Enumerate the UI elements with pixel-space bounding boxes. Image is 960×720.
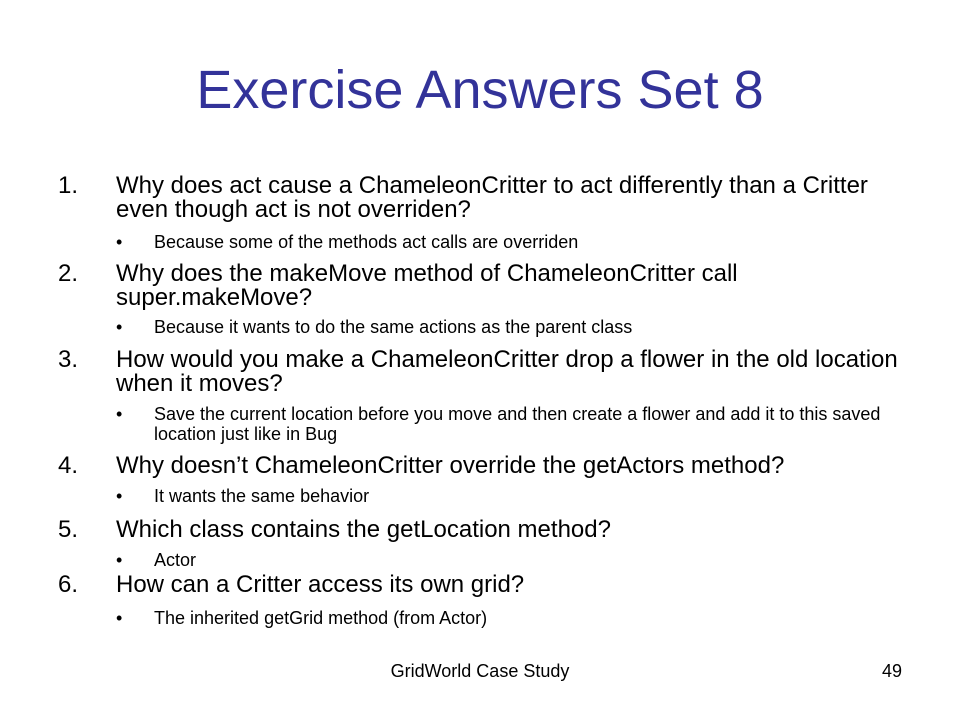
question-number: 2. xyxy=(58,260,79,287)
bullet-icon: • xyxy=(116,232,123,252)
page-number: 49 xyxy=(881,661,902,681)
answer-2 xyxy=(116,317,886,337)
answer-text: The inherited getGrid method (from Actor) xyxy=(154,608,488,628)
question-text: How would you make a ChameleonCritter drop a flower in the old location when it moves? xyxy=(116,346,898,397)
question-number: 5. xyxy=(58,516,79,543)
answer-text: Because it wants to do the same actions as the parent class xyxy=(154,317,633,337)
question-1 xyxy=(58,174,908,222)
bullet-icon: • xyxy=(116,550,123,570)
answer-5 xyxy=(116,550,886,570)
answer-1 xyxy=(116,232,886,252)
question-text: Why doesn’t ChameleonCritter override the getActors method? xyxy=(116,452,785,479)
answer-6 xyxy=(116,608,886,628)
question-3 xyxy=(58,348,908,396)
question-number: 6. xyxy=(58,571,79,598)
answer-text: Save the current location before you move and then create a flower and add it to this saved location just like in Bug xyxy=(154,404,881,444)
answer-text: Because some of the methods act calls are overriden xyxy=(154,232,579,252)
question-number: 3. xyxy=(58,346,79,373)
bullet-icon: • xyxy=(116,608,123,628)
slide-title: Exercise Answers Set 8 xyxy=(196,60,764,120)
question-text: Why does act cause a ChameleonCritter to act differently than a Critter even though act is not overriden? xyxy=(116,172,868,223)
answer-text: It wants the same behavior xyxy=(154,486,370,506)
question-5 xyxy=(58,518,908,542)
answer-3 xyxy=(116,404,886,444)
question-text: How can a Critter access its own grid? xyxy=(116,571,525,598)
bullet-icon: • xyxy=(116,486,123,506)
question-number: 1. xyxy=(58,172,79,199)
question-number: 4. xyxy=(58,452,79,479)
footer-title: GridWorld Case Study xyxy=(390,661,570,681)
answer-4 xyxy=(116,486,886,506)
answer-text: Actor xyxy=(154,550,197,570)
bullet-icon: • xyxy=(116,404,123,424)
question-text: Why does the makeMove method of ChameleonCritter call super.makeMove? xyxy=(116,260,738,311)
question-2 xyxy=(58,262,908,310)
question-text: Which class contains the getLocation method? xyxy=(116,516,611,543)
bullet-icon: • xyxy=(116,317,123,337)
question-6 xyxy=(58,573,908,597)
question-4 xyxy=(58,454,908,478)
